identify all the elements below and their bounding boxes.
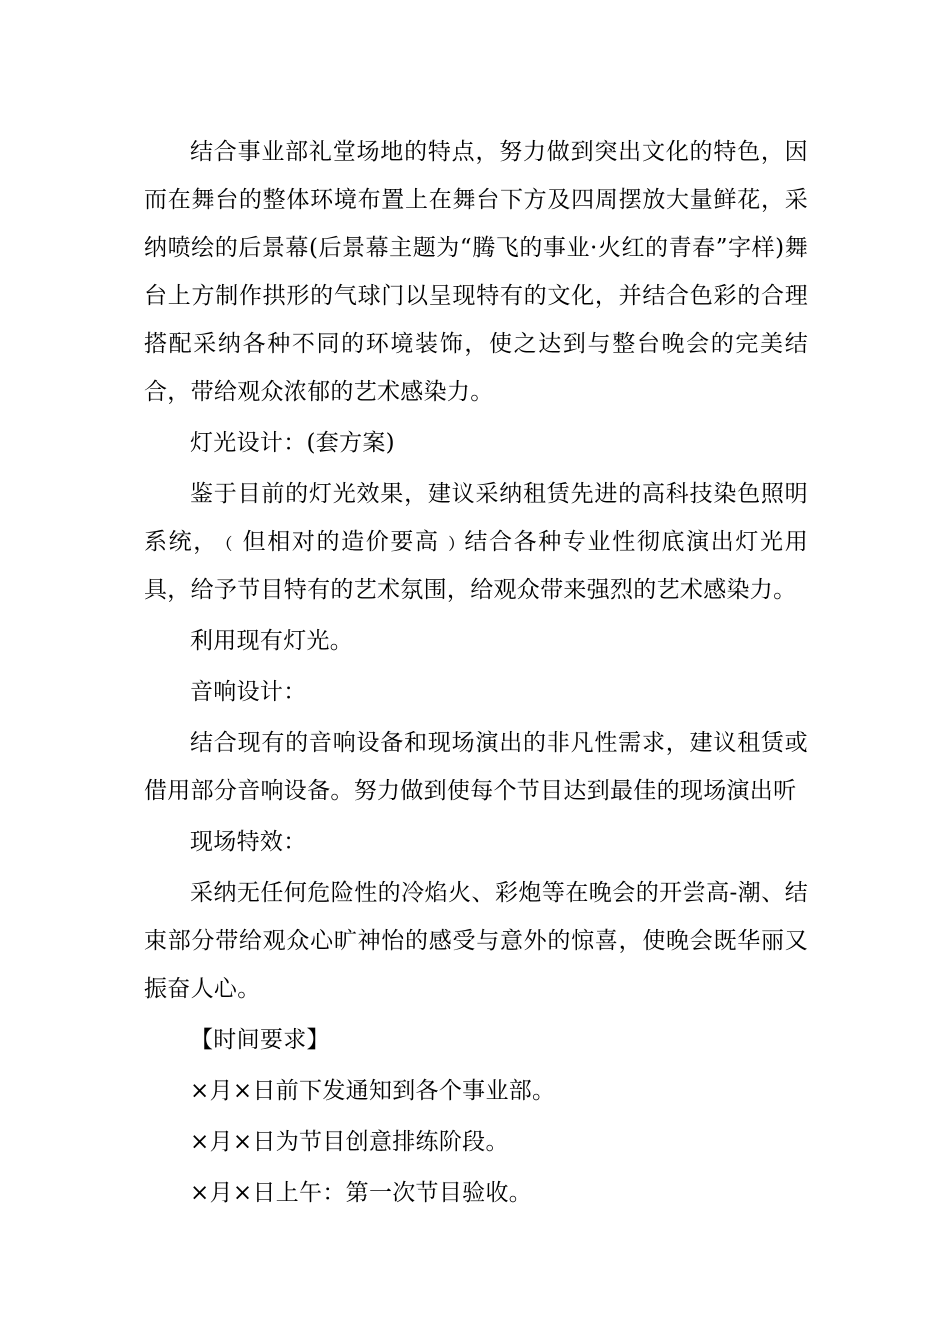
schedule-item-notice: ×月×日前下发通知到各个事业部。 (190, 1078, 556, 1104)
paragraph-special-effects: 采纳无任何危险性的冷焰火、彩炮等在晚会的开尝高-潮、结束部分带给观众心旷神怡的感受与意外的惊喜，使晚会既华丽又振奋人心。 (144, 880, 808, 1002)
schedule-item-first-review: ×月×日上午：第一次节目验收。 (190, 1180, 533, 1206)
schedule-item-rehearsal: ×月×日为节目创意排练阶段。 (190, 1129, 509, 1155)
document-body (144, 128, 808, 1220)
paragraph-sound-plan: 结合现有的音响设备和现场演出的非凡性需求，建议租赁或借用部分音响设备。努力做到使每个节目达到最佳的现场演出听 (144, 730, 808, 804)
paragraph-lighting-plan: 鉴于目前的灯光效果，建议采纳租赁先进的高科技染色照明系统，﹙但相对的造价要高﹚结合各种专业性彻底演出灯光用具，给予节目特有的艺术氛围，给观众带来强烈的艺术感染力。 (144, 481, 808, 603)
paragraph-existing-lighting: 利用现有灯光。 (190, 628, 354, 654)
heading-sound-design: 音响设计： (190, 679, 307, 705)
heading-special-effects: 现场特效： (190, 829, 307, 855)
heading-time-requirements: 【时间要求】 (190, 1027, 330, 1053)
paragraph-stage-design: 结合事业部礼堂场地的特点，努力做到突出文化的特色，因而在舞台的整体环境布置上在舞台下方及四周摆放大量鲜花，采纳喷绘的后景幕(后景幕主题为“腾飞的事业·火红的青春”字样)舞台上方制作拱形的气球门以呈现特有的文化，并结合色彩的合理搭配采纳各种不同的环境装饰，使之达到与整台晚会的完美结合，带给观众浓郁的艺术感染力。 (144, 139, 808, 405)
heading-lighting-design: 灯光设计：(套方案) (190, 430, 395, 456)
